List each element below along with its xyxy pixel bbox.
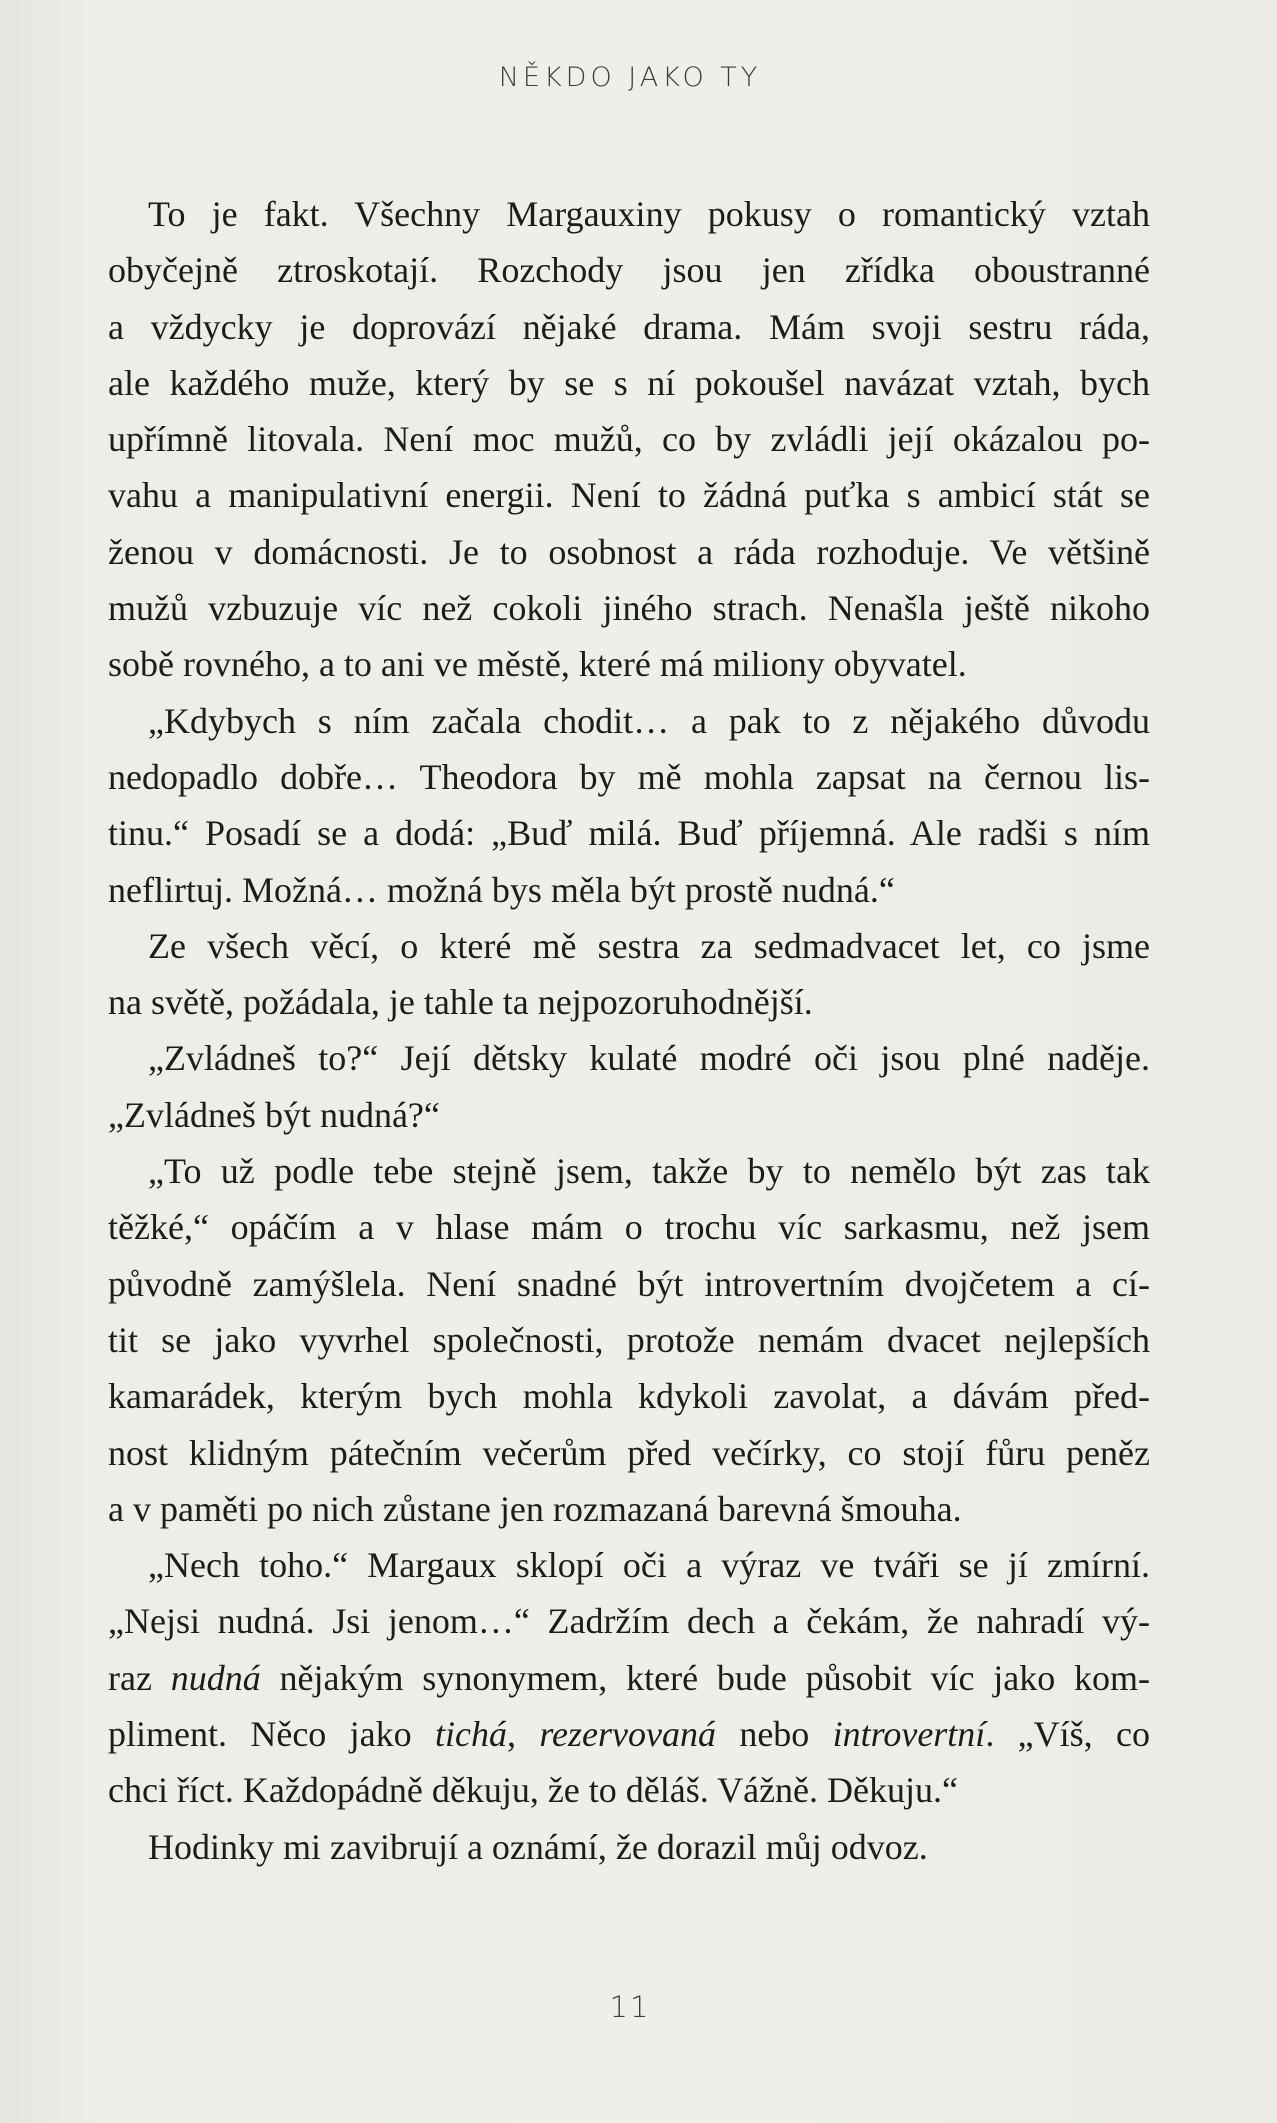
- text-line: [108, 242, 1150, 298]
- page-number: 11: [609, 1990, 651, 2024]
- italic-word: rezervovaná: [539, 1714, 716, 1755]
- text-run: ženou v domácnosti. Je to osobnost a ráda rozhoduje. Ve většině: [108, 531, 1150, 572]
- text-line: [108, 749, 1150, 805]
- text-line: [108, 862, 1150, 918]
- text-line: [108, 1425, 1150, 1481]
- italic-word: introvertní: [832, 1714, 986, 1755]
- text-line: [108, 1087, 1150, 1143]
- text-run: „Zvládneš být nudná?“: [108, 1094, 440, 1135]
- text-run: ,: [506, 1714, 540, 1755]
- text-run: pliment. Něco jako: [108, 1714, 435, 1755]
- text-run: tinu.“ Posadí se a dodá: „Buď milá. Buď příjemná. Ale radši s ním: [108, 813, 1150, 854]
- text-run: mužů vzbuzuje víc než cokoli jiného strach. Nenašla ještě nikoho: [108, 588, 1150, 629]
- text-line: [108, 693, 1150, 749]
- text-run: kamarádek, kterým bych mohla kdykoli zavolat, a dávám před-: [108, 1376, 1150, 1417]
- text-line: [108, 411, 1150, 467]
- text-run: vahu a manipulativní energii. Není to žádná puťka s ambicí stát se: [108, 475, 1150, 516]
- text-line: [108, 299, 1150, 355]
- text-line: [108, 1199, 1150, 1255]
- text-line: [108, 805, 1150, 861]
- text-run: neflirtuj. Možná… možná bys měla být prostě nudná.“: [108, 869, 895, 910]
- text-line: [108, 1256, 1150, 1312]
- text-run: sobě rovného, a to ani ve městě, které má miliony obyvatel.: [108, 644, 967, 685]
- text-run: ale každého muže, který by se s ní pokoušel navázat vztah, bych: [108, 362, 1150, 403]
- text-run: Hodinky mi zavibrují a oznámí, že dorazil můj odvoz.: [148, 1826, 928, 1867]
- text-run: „Kdybych s ním začala chodit… a pak to z nějakého důvodu: [148, 700, 1150, 741]
- text-line: [108, 1030, 1150, 1086]
- text-run: a v paměti po nich zůstane jen rozmazaná barevná šmouha.: [108, 1488, 962, 1529]
- text-run: těžké,“ opáčím a v hlase mám o trochu víc sarkasmu, než jsem: [108, 1207, 1150, 1248]
- text-run: nějakým synonymem, které bude působit víc jako kom-: [260, 1657, 1150, 1698]
- text-run: „Nejsi nudná. Jsi jenom…“ Zadržím dech a čekám, že nahradí vý-: [108, 1601, 1150, 1642]
- text-line: [108, 580, 1150, 636]
- text-line: [108, 974, 1150, 1030]
- text-line: [108, 1312, 1150, 1368]
- running-head: NĚKDO JAKO TY: [498, 62, 762, 93]
- text-run: Ze všech věcí, o které mě sestra za sedmadvacet let, co jsme: [148, 925, 1150, 966]
- text-line: [108, 918, 1150, 974]
- text-run: . „Víš, co: [985, 1714, 1150, 1755]
- text-line: [108, 1650, 1150, 1706]
- text-run: a vždycky je doprovází nějaké drama. Mám svoji sestru ráda,: [108, 306, 1150, 347]
- text-run: nebo: [715, 1714, 833, 1755]
- text-run: chci říct. Každopádně děkuju, že to děláš. Vážně. Děkuju.“: [108, 1770, 958, 1811]
- text-line: [108, 1706, 1150, 1762]
- text-run: nedopadlo dobře… Theodora by mě mohla zapsat na černou lis-: [108, 756, 1150, 797]
- text-run: tit se jako vyvrhel společnosti, protože nemám dvacet nejlepších: [108, 1319, 1150, 1360]
- text-line: [108, 1819, 1150, 1875]
- text-line: [108, 467, 1150, 523]
- text-run: původně zamýšlela. Není snadné být introvertním dvojčetem a cí-: [108, 1263, 1150, 1304]
- text-run: na světě, požádala, je tahle ta nejpozoruhodnější.: [108, 982, 813, 1023]
- text-run: raz: [108, 1657, 171, 1698]
- text-line: [108, 355, 1150, 411]
- text-run: To je fakt. Všechny Margauxiny pokusy o romantický vztah: [148, 194, 1150, 234]
- text-line: [108, 636, 1150, 692]
- text-line: [108, 1762, 1150, 1818]
- text-run: „To už podle tebe stejně jsem, takže by to nemělo být zas tak: [148, 1151, 1150, 1192]
- body-text: [108, 186, 1150, 1875]
- text-line: [108, 1143, 1150, 1199]
- italic-word: tichá: [435, 1714, 507, 1755]
- text-line: [108, 1593, 1150, 1649]
- italic-word: nudná: [170, 1657, 261, 1698]
- text-line: [108, 1368, 1150, 1424]
- text-line: [108, 524, 1150, 580]
- text-line: [108, 1537, 1150, 1593]
- text-run: upřímně litovala. Není moc mužů, co by zvládli její okázalou po-: [108, 419, 1150, 460]
- text-run: „Nech toho.“ Margaux sklopí oči a výraz ve tváři se jí zmírní.: [148, 1545, 1150, 1586]
- text-run: „Zvládneš to?“ Její dětsky kulaté modré oči jsou plné naděje.: [148, 1038, 1150, 1079]
- text-run: nost klidným pátečním večerům před večírky, co stojí fůru peněz: [108, 1432, 1150, 1473]
- text-line: [108, 1481, 1150, 1537]
- text-run: obyčejně ztroskotají. Rozchody jsou jen zřídka oboustranné: [108, 250, 1150, 291]
- text-line: [108, 186, 1150, 242]
